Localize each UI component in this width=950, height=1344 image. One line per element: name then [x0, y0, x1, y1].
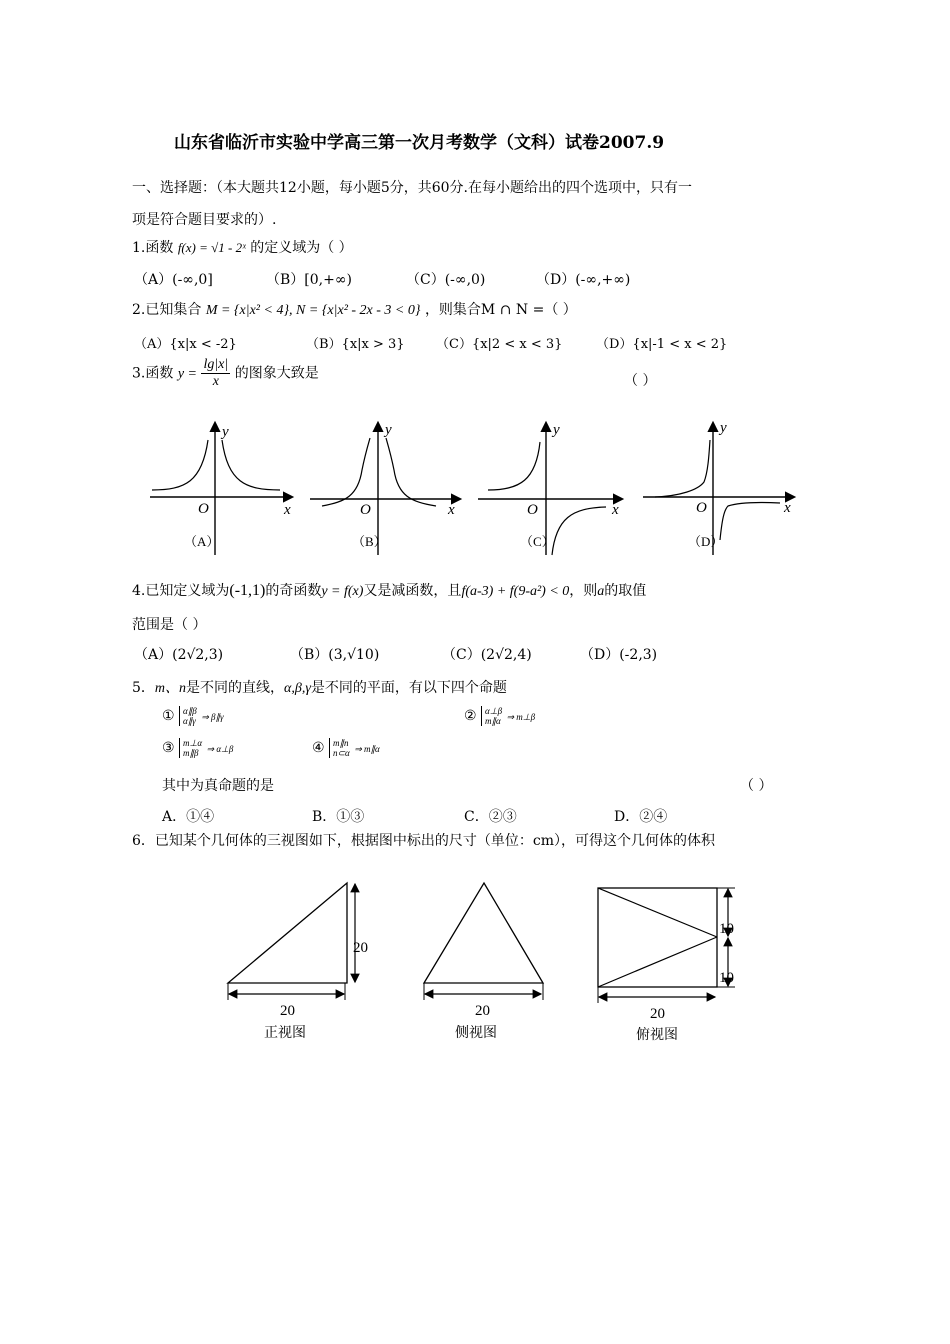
graph-a-origin: O: [198, 501, 209, 517]
front-view: [228, 883, 368, 1041]
question-4: [132, 580, 646, 600]
q5-prop-4: [312, 738, 380, 758]
section-instructions-line1: 一、选择题：（本大题共12小题，每小题5分，共60分.在每小题给出的四个选项中，只有一: [132, 180, 692, 196]
graph-c-y-label: y: [553, 422, 560, 438]
q4-condition: f(a-3) + f(9-a²) < 0: [461, 584, 570, 599]
q4-text-4: ，则: [569, 583, 598, 599]
q4-text-5: 的取值: [604, 583, 647, 599]
q5-prop-1-premises: [179, 706, 197, 726]
side-view-width: 20: [475, 1003, 490, 1019]
front-view-height: 20: [353, 940, 368, 956]
q3-numerator: lg|x|: [203, 357, 229, 372]
q1-prefix: 1.函数: [132, 240, 174, 256]
q5-prop-3-top: m⊥α: [183, 738, 203, 748]
q4-text-2: 的奇函数: [265, 583, 322, 599]
section-instructions-line2: 项是符合题目要求的）.: [132, 212, 277, 228]
q5-prop-4-num: ④: [312, 740, 325, 756]
question-3: [132, 357, 319, 390]
q3-prefix: 3.函数: [132, 365, 174, 382]
q4-text-3: 又是减函数，且: [363, 583, 462, 599]
q5-prop-2-premises: [481, 706, 502, 726]
q4-line-2: 范围是（ ）: [132, 617, 207, 633]
q5-planes: α,β,γ: [284, 681, 311, 696]
question-2: [132, 299, 577, 319]
top-view-caption: 俯视图: [636, 1028, 678, 1043]
q1-suffix: 的定义域为（ ）: [250, 240, 353, 256]
q3-y: y =: [177, 366, 197, 382]
q5-lines: m、n: [154, 681, 187, 696]
q6-three-views: [0, 870, 950, 1070]
graph-d-origin: O: [696, 500, 707, 516]
q2-option-c[interactable]: （C）{x|2 < x < 3}: [436, 337, 563, 352]
q4-interval: (-1,1): [229, 582, 266, 599]
front-view-caption: 正视图: [264, 1026, 306, 1041]
q5-text-2: 是不同的直线，: [186, 680, 285, 696]
question-1: [132, 237, 353, 257]
q5-prop-4-premises: [329, 738, 350, 758]
graph-c-x-label: x: [612, 502, 619, 518]
q5-answer-paren: （ ）: [740, 778, 773, 794]
question-6: 6．已知某个几何体的三视图如下，根据图中标出的尺寸（单位：cm），可得这个几何体的体积: [132, 833, 716, 849]
q3-denominator: x: [212, 374, 219, 389]
q3-answer-paren: （ ）: [624, 373, 657, 389]
q2-option-b[interactable]: （B）{x|x > 3}: [306, 337, 405, 352]
q4-variable-a: a: [597, 584, 605, 599]
front-view-width: 20: [280, 1003, 295, 1019]
graph-b-y-label: y: [385, 422, 392, 438]
q5-prop-2-conclusion: ⇒ m⊥β: [506, 712, 536, 722]
q5-prop-3-conclusion: ⇒ α⊥β: [206, 744, 234, 754]
q4-text-1: 4.已知定义域为: [132, 583, 230, 599]
q5-option-a[interactable]: A．①④: [162, 809, 215, 825]
q5-prop-4-top: m∥n: [333, 738, 349, 748]
q5-prop-2: [464, 706, 535, 726]
side-view: [424, 883, 543, 1041]
graph-a[interactable]: [150, 424, 291, 555]
q4-option-c[interactable]: （C）(2√2,4): [442, 647, 532, 663]
q1-expression: f(x) = √1 - 2ˣ: [177, 240, 246, 255]
question-5: [132, 677, 507, 697]
q5-prop-3-num: ③: [162, 740, 175, 756]
side-view-caption: 侧视图: [455, 1026, 497, 1041]
q1-option-a[interactable]: （A）(-∞,0]: [134, 272, 213, 288]
q3-suffix: 的图象大致是: [234, 365, 319, 382]
q5-option-d[interactable]: D．②④: [614, 809, 668, 825]
q5-prop-2-num: ②: [464, 708, 477, 724]
graph-a-x-label: x: [284, 502, 291, 518]
q2-prefix: 2.已知集合: [132, 302, 202, 318]
q5-option-c[interactable]: C．②③: [464, 809, 517, 825]
q1-option-d[interactable]: （D）(-∞,+∞): [536, 272, 631, 288]
top-view-upper: 10: [719, 921, 734, 937]
graph-c-label: （C）: [520, 534, 555, 549]
top-view: [598, 888, 735, 1043]
q4-option-a[interactable]: （A）(2√2,3): [134, 647, 224, 663]
q2-option-d[interactable]: （D）{x|-1 < x < 2}: [596, 337, 728, 352]
graph-b-origin: O: [360, 502, 371, 518]
q5-prop-2-bottom: m∥α: [485, 716, 501, 726]
q5-text-1: 5．: [132, 680, 155, 696]
q1-option-b[interactable]: （B）[0,+∞): [266, 272, 352, 288]
q5-prop-1: [162, 706, 224, 726]
q5-prop-4-bottom: n⊂α: [333, 748, 350, 758]
graph-b[interactable]: [310, 422, 458, 555]
page-title: 山东省临沂市实验中学高三第一次月考数学（文科）试卷2007.9: [174, 133, 665, 153]
q5-question: 其中为真命题的是: [162, 778, 274, 794]
graph-c[interactable]: [478, 422, 620, 555]
q2-option-a[interactable]: （A）{x|x < -2}: [134, 337, 237, 352]
graph-d[interactable]: [643, 420, 792, 555]
top-view-lower: 10: [719, 970, 734, 986]
graph-c-origin: O: [527, 502, 538, 518]
graph-b-label: （B）: [352, 534, 387, 549]
q5-prop-1-num: ①: [162, 708, 175, 724]
top-view-width: 20: [650, 1006, 665, 1022]
q5-text-3: 是不同的平面，有以下四个命题: [310, 680, 507, 696]
graph-b-x-label: x: [448, 502, 455, 518]
graph-a-y-label: y: [222, 424, 229, 440]
graph-d-x-label: x: [784, 500, 791, 516]
q3-fraction: [201, 357, 230, 390]
graph-a-label: （A）: [184, 534, 220, 549]
q5-prop-1-top: α∥β: [183, 706, 197, 716]
q2-expression: M = {x|x² < 4}, N = {x|x² - 2x - 3 < 0}: [205, 303, 421, 318]
q5-prop-2-top: α⊥β: [485, 706, 503, 716]
q5-prop-3-premises: [179, 738, 202, 758]
q2-suffix: ，则集合M ∩ N =（ ）: [424, 302, 577, 318]
q5-prop-1-conclusion: ⇒ β∥γ: [201, 712, 224, 722]
graph-d-y-label: y: [720, 420, 727, 436]
q5-option-b[interactable]: B．①③: [312, 809, 365, 825]
q5-prop-1-bottom: α∥γ: [183, 716, 196, 726]
q5-prop-3-bottom: m∥β: [183, 748, 199, 758]
graph-d-label: （D）: [688, 534, 724, 549]
q5-prop-3: [162, 738, 233, 758]
q4-function: y = f(x): [321, 584, 364, 599]
q5-prop-4-conclusion: ⇒ m∥α: [354, 744, 380, 754]
q4-option-d[interactable]: （D）(-2,3): [580, 647, 658, 663]
q4-option-b[interactable]: （B）(3,√10): [290, 647, 380, 663]
q1-option-c[interactable]: （C）(-∞,0): [406, 272, 486, 288]
